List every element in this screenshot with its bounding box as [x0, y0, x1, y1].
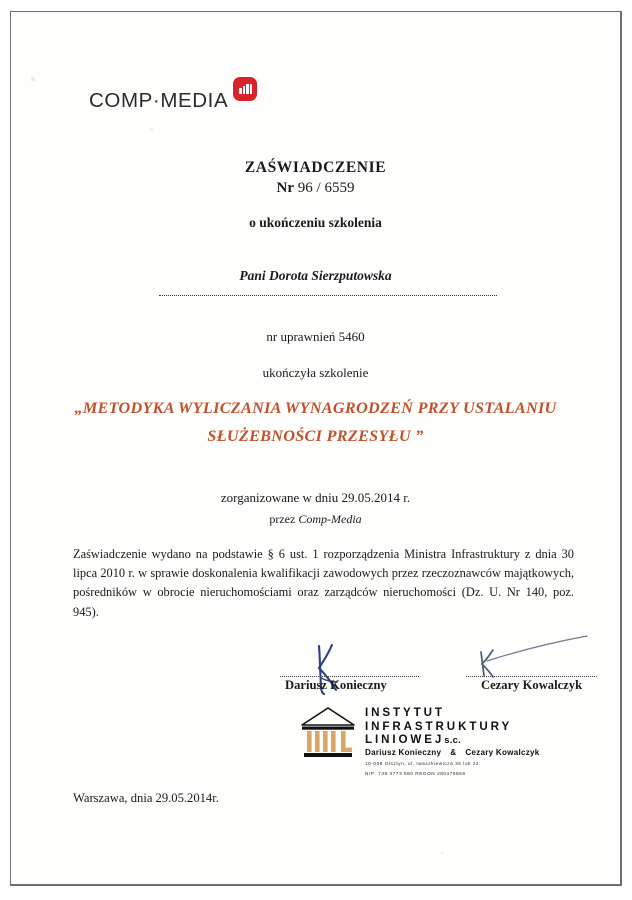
comp-media-mark-icon — [233, 77, 257, 101]
institute-text-block — [365, 706, 540, 778]
course-title-line-2: SŁUŻEBNOŚCI PRZESYŁU ” — [207, 426, 424, 445]
license-number-line: nr uprawnień 5460 — [266, 329, 365, 344]
institute-stamp — [299, 706, 540, 778]
logo-bars-icon — [239, 84, 252, 94]
institute-legal-form: s.c. — [444, 734, 462, 746]
institute-name-line-3 — [365, 733, 540, 747]
scan-speck — [441, 852, 444, 854]
institute-owner-left: Dariusz Konieczny — [365, 748, 442, 758]
institute-tax-ids: NIP: 739 3773 580 REGON 280479869 — [365, 770, 466, 776]
institute-owner-right: Cezary Kowalczyk — [465, 748, 540, 758]
comp-media-logo — [89, 74, 257, 112]
course-title — [57, 395, 574, 451]
scan-speck — [31, 77, 35, 81]
signature-rule-right — [466, 676, 597, 677]
institute-name-line-1: INSTYTUT — [365, 706, 445, 719]
organiser-prefix: przez — [269, 512, 296, 526]
institute-owners — [365, 748, 540, 757]
scan-speck — [150, 128, 153, 131]
classical-building-icon — [299, 706, 357, 760]
institute-name-line-2: INFRASTRUKTURY — [365, 719, 513, 733]
footer-place-date: Warszawa, dnia 29.05.2014r. — [73, 791, 219, 805]
document-number-prefix: Nr — [276, 180, 295, 196]
organiser-name: Comp-Media — [298, 512, 362, 526]
institute-address: 10-008 Olsztyn, ul. Iwaszkiewicza 35 lok 22 — [365, 760, 480, 766]
certificate-page — [11, 12, 620, 884]
signature-rule-left — [280, 676, 419, 677]
signature-name-right: Cezary Kowalczyk — [481, 678, 583, 692]
signature-name-left: Dariusz Konieczny — [285, 678, 387, 692]
course-title-line-1: „METODYKA WYLICZANIA WYNAGRODZEŃ PRZY USTALANIU — [74, 399, 557, 417]
institute-owner-separator: & — [450, 748, 457, 758]
scanned-page-frame — [10, 11, 622, 886]
comp-media-wordmark: COMP·MEDIA — [89, 89, 229, 112]
document-number — [11, 180, 620, 197]
recipient-name: Pani Dorota Sierzputowska — [239, 268, 392, 283]
institute-name-line-3-text: LINIOWEJ — [365, 733, 445, 747]
recipient-dotted-rule — [159, 295, 497, 296]
completion-line: ukończyła szkolenie — [262, 365, 369, 380]
legal-basis-paragraph: Zaświadczenie wydano na podstawie § 6 ust. 1 rozporządzenia Ministra Infrastruktury z dnia 30 lipca 2010 r. w sprawie doskonalenia kwalifikacji zawodowych przez rzeczoznawców majątkowych, pośredników w obrocie nieruchomościami oraz zarządców nieruchomości (Dz. U. Nr 140, poz. 945). — [73, 547, 574, 619]
organiser-line — [11, 512, 620, 527]
organised-date-line: zorganizowane w dniu 29.05.2014 r. — [220, 490, 411, 505]
document-subtitle: o ukończeniu szkolenia — [249, 215, 382, 230]
document-number-value: 96 / 6559 — [297, 180, 355, 196]
document-title: ZAŚWIADCZENIE — [244, 159, 387, 176]
